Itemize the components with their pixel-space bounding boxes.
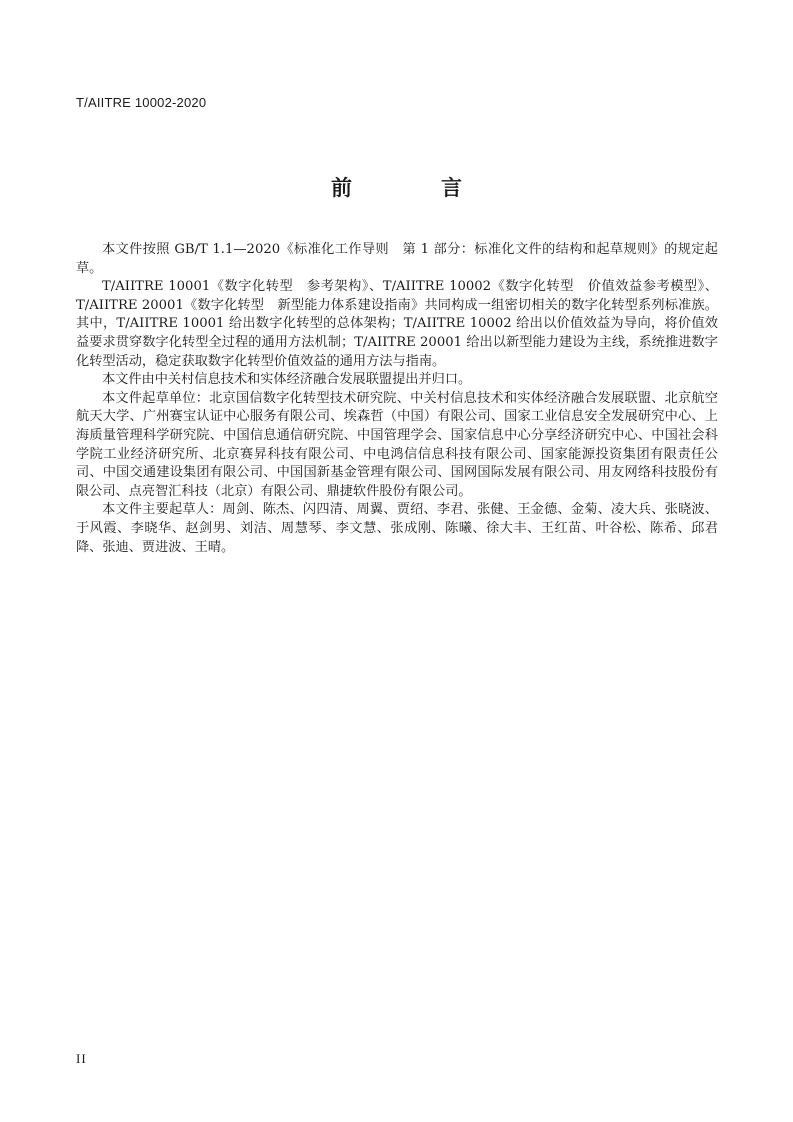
document-code: T/AIITRE 10002-2020 bbox=[76, 95, 207, 110]
foreword-body bbox=[76, 241, 718, 557]
paragraph-standard-series: T/AIITRE 10001《数字化转型 参考架构》、T/AIITRE 10002《数字化转型 价值效益参考模型》、T/AIITRE 20001《数字化转型 新型能力体系建设指南》共同构成一组密切相关的数字化转型系列标准族。其中，T/AIITRE 10001 给出数字化转型的总体架构；T/AIITRE 10002 给出以价值效益为导向，将价值效益要求贯穿数字化转型全过程的通用方法机制；T/AIITRE 20001 给出以新型能力建设为主线，系统推进数字化转型活动，稳定获取数字化转型价值效益的通用方法与指南。 bbox=[76, 279, 718, 369]
paragraph-drafters: 本文件主要起草人：周剑、陈杰、闪四清、周翼、贾绍、李君、张健、王金德、金菊、凌大兵、张晓波、于风霞、李晓华、赵剑男、刘洁、周慧琴、李文慧、张成刚、陈曦、徐大丰、王红苗、叶谷松、陈希、邱君降、张迪、贾进波、王晴。 bbox=[76, 502, 718, 555]
page-number: II bbox=[76, 1051, 87, 1066]
paragraph-proposer: 本文件由中关村信息技术和实体经济融合发展联盟提出并归口。 bbox=[102, 372, 472, 388]
paragraph-drafting-units: 本文件起草单位：北京国信数字化转型技术研究院、中关村信息技术和实体经济融合发展联盟、北京航空航天大学、广州赛宝认证中心服务有限公司、埃森哲（中国）有限公司、国家工业信息安全发展研究中心、上海质量管理科学研究院、中国信息通信研究院、中国管理学会、国家信息中心分享经济研究中心、中国社会科学院工业经济研究所、北京赛昇科技有限公司、中电鸿信信息科技有限公司、国家能源投资集团有限责任公司、中国交通建设集团有限公司、中国国新基金管理有限公司、国网国际发展有限公司、用友网络科技股份有限公司、点亮智汇科技（北京）有限公司、鼎捷软件股份有限公司。 bbox=[76, 390, 718, 499]
section-title: 前 言 bbox=[331, 176, 496, 200]
paragraph-drafting-rules: 本文件按照 GB/T 1.1—2020《标准化工作导则 第 1 部分：标准化文件的结构和起草规则》的规定起草。 bbox=[76, 242, 718, 276]
